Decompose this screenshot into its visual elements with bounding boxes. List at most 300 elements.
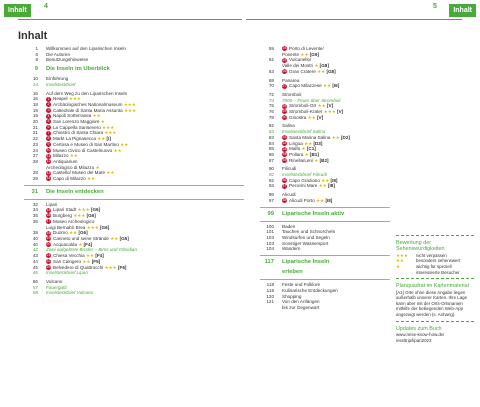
map-grid-code: [G6]: [86, 213, 96, 219]
toc-page-number: 63: [268, 68, 274, 74]
toc-entry-title: Acquacalda: [53, 241, 78, 247]
toc-page-number: 87: [268, 157, 274, 163]
toc-section-heading[interactable]: [14, 66, 244, 73]
rating-stars: ★★: [321, 177, 330, 183]
sight-number-badge: 5: [47, 119, 50, 124]
toc-page-number: 68: [268, 77, 274, 83]
toc-page-number: 28: [32, 170, 38, 176]
toc-page-number: 121: [266, 299, 274, 305]
section-divider: [24, 185, 244, 186]
sight-number-badge: 20: [46, 241, 51, 246]
toc-entry-title: Lingua: [289, 140, 303, 146]
toc-entry-title: Neapel: [53, 96, 68, 102]
toc-entry-text: [282, 69, 390, 75]
rating-stars: ★: [314, 63, 319, 69]
toc-page-number: 92: [268, 177, 274, 183]
toc-entry-title: Zwei aufgelöste Brüder – Bims und Obsidian: [46, 247, 137, 253]
toc-entry-title: Lipari: [46, 201, 58, 207]
toc-page-number: 92: [268, 172, 274, 178]
toc-entry-title: Liparische Inseln aktiv: [282, 210, 345, 217]
legend-text: nicht verpassen: [416, 252, 447, 258]
toc-page-number: 16: [32, 90, 38, 96]
toc-entry-text: [282, 198, 390, 204]
toc-entry-title: Stromboli: [282, 91, 302, 97]
toc-entry-text: [46, 66, 244, 73]
toc-entry-text: [282, 115, 390, 121]
toc-page-number: 58: [32, 290, 38, 296]
toc-entry-title: Cattedrale di Santa Maria Assunta: [53, 107, 123, 113]
rating-stars: ★★: [317, 103, 326, 109]
sight-number-badge: 19: [46, 236, 51, 241]
toc-page-number: 78: [268, 114, 274, 120]
toc-page-number: 14: [32, 81, 38, 87]
section-divider: [24, 199, 244, 200]
toc-entry-title: Chiostro di Santa Chiara: [53, 130, 104, 136]
left-header-line: [18, 19, 242, 20]
map-grid-code: [B2]: [319, 157, 329, 163]
sight-number-badge: 14: [46, 176, 51, 181]
toc-entry-title: Archäologisches Nationalmuseum: [53, 101, 123, 107]
toc-page-number: 93: [268, 183, 274, 189]
map-grid-code: [F4]: [95, 253, 104, 259]
toc-page-number: 46: [32, 270, 38, 276]
toc-entry-title: Vulcano: [46, 278, 63, 284]
toc-page-number: 103: [266, 240, 274, 246]
toc-entry-title: Auf dem Weg zu den Liparischen Inseln: [46, 90, 128, 96]
toc-entry-title: Ginostra: [289, 114, 307, 120]
sight-number-badge: 34: [282, 152, 287, 157]
toc-page-number: 24: [32, 147, 38, 153]
toc-entry-title: 7000 – Feuer über Stromboli: [282, 97, 341, 103]
rating-stars: ★★★: [68, 96, 81, 102]
toc-page-number: 75: [268, 103, 274, 109]
map-grid-code: [F4]: [83, 241, 93, 247]
sight-number-badge: 24: [282, 46, 287, 51]
toc-entry-text: [282, 259, 390, 266]
toc-entry-title: Pollara: [289, 151, 304, 157]
sight-number-badge: 29: [282, 109, 287, 114]
toc-page-number: 10: [32, 76, 38, 82]
rating-stars: ★★★: [86, 224, 99, 230]
toc-entry-title: Castello/ Museo del Mare: [53, 170, 106, 176]
rating-stars: ★: [100, 119, 105, 125]
toc-page-number: 35: [32, 213, 38, 219]
toc-entry-title: Filicudi: [282, 166, 297, 172]
map-grid-code: [V]: [317, 114, 324, 120]
toc-entry-title: Sonstiger Wassersport: [282, 240, 329, 246]
sight-number-badge: 28: [282, 103, 287, 108]
rating-stars: ★★: [86, 176, 96, 182]
sight-number-badge: 12: [46, 159, 51, 164]
rating-stars: ★★★: [104, 264, 117, 270]
toc-page-number: 83: [268, 129, 274, 135]
sight-number-badge: 17: [46, 219, 51, 224]
toc-page-number: 6: [35, 51, 38, 57]
rating-stars: ★★: [322, 83, 332, 89]
toc-entry-title: erleben: [282, 269, 303, 276]
sight-number-badge: 8: [47, 136, 50, 141]
toc-entry-title: Belvedere di Quattrocchi: [53, 264, 104, 270]
map-grid-code: [G5]: [119, 235, 129, 241]
toc-page-number: 38: [32, 230, 38, 236]
sight-number-badge: 7: [47, 130, 50, 135]
toc-page-number: 82: [268, 123, 274, 129]
toc-page-number: 59: [268, 46, 274, 51]
toc-page-number: 19: [32, 107, 38, 113]
toc-entry-title: Rinella/Leni: [289, 157, 314, 163]
toc-entry-title: Inselsteckbrief Salina: [282, 129, 326, 135]
toc-entry-title: San Calogero: [53, 258, 82, 264]
toc-left-column: [14, 46, 244, 296]
legend-updates-link[interactable]: www.reise-know-how.de/ inseltrip/lipari2023: [396, 331, 445, 343]
toc-entry-title: Shopping: [282, 293, 302, 299]
legend-plan-text: [A1] Orte ohne diese Angabe liegen außerhalb unserer Karten. Ihre Lage kann aber mit der Orts-Ortsnamen mithilfe der beiliegenden Web-App angezeigt werden (s. Anhang).: [396, 289, 468, 317]
map-grid-code: [G9]: [309, 51, 319, 57]
rating-stars: ★★: [300, 51, 309, 57]
sight-number-badge: 35: [282, 157, 287, 162]
toc-entry-title: Duomo: [53, 230, 68, 236]
toc-entry-title: Inselsteckbrief Vulcano: [46, 290, 94, 296]
sight-number-badge: 27: [282, 83, 287, 88]
sight-number-badge: 2: [47, 102, 50, 107]
legend-stars: ★★: [396, 258, 404, 264]
toc-page-number: 42: [32, 247, 38, 253]
toc-entry[interactable]: [250, 83, 390, 89]
toc-entry-title: Museo Civico di Castelnuovo: [53, 147, 113, 153]
toc-entry[interactable]: [14, 290, 244, 296]
toc-entry-title: San Lorenzo Maggiore: [53, 119, 100, 125]
toc-entry-title: Salina: [282, 123, 295, 129]
page-title: Inhalt: [18, 30, 48, 42]
toc-entry-title: Napoli Sotterranea: [53, 113, 92, 119]
toc-entry-title: Vulcanello/: [289, 57, 312, 63]
toc-entry-title: Benutzungshinweise: [46, 57, 89, 63]
toc-page-number: 104: [266, 246, 274, 252]
sight-number-badge: 3: [47, 107, 50, 112]
map-grid-code: [I8]: [325, 197, 333, 203]
map-grid-code: [F6]: [117, 264, 127, 270]
toc-entry-title: Archeologico di Milazzo: [46, 164, 95, 170]
rating-stars: ★★: [110, 235, 119, 241]
legend-updates-title: Updates zum Buch: [396, 325, 442, 332]
toc-entry-text: [46, 189, 244, 196]
toc-page-number: 62: [268, 57, 274, 63]
rating-stars: ★★★: [73, 213, 86, 219]
toc-entry-title: Canneto und seine Strände: [53, 235, 109, 241]
toc-entry-title: Baden: [282, 223, 296, 229]
toc-entry-title: Santa Marina Salina: [289, 134, 331, 140]
toc-entry-title: Panarea: [282, 77, 300, 83]
map-grid-code: [G8]: [319, 63, 329, 69]
map-grid-code: [G6]: [100, 224, 110, 230]
toc-entry-text: [46, 270, 244, 276]
toc-entry-title: Stromboli-Ort: [289, 103, 317, 109]
toc-entry-title: Einführung: [46, 76, 69, 82]
right-header-line: [246, 19, 462, 20]
toc-entry-text: [282, 211, 390, 218]
sight-number-badge: 13: [46, 170, 51, 175]
toc-section-heading[interactable]: [250, 259, 390, 266]
toc-page-number: 34: [32, 207, 38, 213]
sight-number-badge: 30: [282, 115, 287, 120]
sight-number-badge: 16: [46, 213, 51, 218]
toc-right-column: [250, 46, 390, 311]
rating-stars: ★★: [316, 197, 325, 203]
toc-page-number: 100: [266, 223, 274, 229]
rating-stars: ★★★: [124, 107, 137, 113]
toc-entry-text: [46, 57, 244, 63]
sight-number-badge: 31: [282, 135, 287, 140]
toc-entry-title: Valle dei Mostri: [282, 63, 314, 69]
rating-stars: ★★: [106, 170, 115, 176]
legend-rating-title: Bewertung der Sehenswürdigkeiten: [396, 240, 445, 253]
map-grid-code: [C1]: [306, 146, 316, 152]
rating-stars: ★★: [317, 68, 326, 74]
rating-stars: ★★: [69, 230, 78, 236]
toc-section-heading[interactable]: [250, 269, 390, 276]
legend-item: [396, 264, 474, 275]
sight-number-badge: 33: [282, 146, 287, 151]
rating-stars: ★★: [307, 114, 316, 120]
toc-entry-title: Chiesa Vecchia: [53, 253, 85, 259]
toc-entry-title: Milazzo: [53, 153, 69, 159]
map-grid-code: [D3]: [313, 140, 323, 146]
toc-page-number: 74: [268, 97, 274, 103]
toc-entry-title: Ponente: [282, 51, 300, 57]
toc-entry-title: Capo Milazzese: [289, 83, 322, 89]
rating-stars: ★★★: [102, 124, 115, 130]
toc-entry-title: Wandern: [282, 246, 301, 252]
toc-page-number: 8: [35, 57, 38, 63]
rating-stars: ★★★: [104, 130, 117, 136]
toc-page-number: 21: [32, 130, 38, 136]
map-grid-code: [B1]: [309, 151, 319, 157]
map-grid-code: [F5]: [91, 258, 101, 264]
toc-page-number: 83: [268, 134, 274, 140]
page-header: [0, 0, 480, 20]
toc-page-number: 43: [32, 253, 38, 259]
rating-stars: ★: [301, 146, 306, 152]
toc-entry-title: Gran Cratere: [289, 68, 316, 74]
toc-entry-title: Die Inseln im Überblick: [46, 66, 110, 73]
toc-page-number: 9: [34, 66, 38, 73]
toc-entry-title: Kulinarische Entdeckungen: [282, 287, 338, 293]
rating-stars: ★★: [120, 141, 129, 147]
toc-entry-title: Capo Graziano: [289, 177, 320, 183]
sight-number-badge: 21: [46, 253, 51, 258]
left-page-number: 4: [44, 3, 48, 10]
toc-entry-title: Burgberg: [53, 213, 72, 219]
toc-page-number: 28: [32, 158, 38, 164]
toc-entry[interactable]: [250, 246, 390, 252]
sight-number-badge: 18: [46, 230, 51, 235]
rating-stars: ★★★: [323, 109, 336, 115]
toc-page-number: 72: [268, 91, 274, 97]
sight-number-badge: 4: [47, 113, 50, 118]
toc-page-number: 70: [268, 83, 274, 89]
legend-text: wichtig für speziell interessierte Besucher: [416, 264, 460, 275]
toc-page-number: 20: [32, 119, 38, 125]
sight-number-badge: 36: [282, 178, 287, 183]
legend-box: [396, 232, 474, 343]
toc-entry-title: Die Inseln entdecken: [46, 188, 104, 195]
toc-page-number: 45: [32, 264, 38, 270]
toc-entry-title: Stromboli-Krater: [289, 109, 323, 115]
toc-page-number: 85: [268, 146, 274, 152]
section-divider: [260, 207, 390, 208]
toc-entry-title: Die Autoren: [46, 51, 71, 57]
toc-entry-title: Museo Archeologico: [53, 218, 95, 224]
toc-entry[interactable]: [14, 57, 244, 63]
map-grid-code: [I8]: [330, 177, 338, 183]
toc-entry-title: Inselsteckbrief Filicudi: [282, 172, 327, 178]
sight-number-badge: 25: [282, 57, 287, 62]
rating-stars: ★: [314, 157, 319, 163]
sight-number-badge: 23: [46, 264, 51, 269]
toc-entry[interactable]: [14, 176, 244, 182]
right-page-number: 5: [433, 3, 437, 10]
rating-stars: ★: [78, 241, 83, 247]
toc-page-number: 101: [266, 229, 274, 235]
sight-number-badge: 6: [47, 125, 50, 130]
legend-stars: ★: [396, 264, 400, 269]
toc-page-number: 86: [268, 151, 274, 157]
toc-page-number: 23: [32, 141, 38, 147]
toc-page-number: 40: [32, 241, 38, 247]
legend-top-rule: [396, 235, 474, 236]
sight-number-badge: 22: [46, 259, 51, 264]
sight-number-badge: 1: [47, 96, 50, 101]
toc-page-number: 44: [32, 258, 38, 264]
legend-stars: ★★★: [396, 252, 408, 258]
toc-page-number: 1: [35, 46, 38, 51]
toc-page-number: 103: [266, 234, 274, 240]
toc-entry-title: Porto di Levente/: [289, 46, 324, 51]
toc-entry-title: Markt La Pignasecca: [53, 136, 96, 142]
toc-entry-title: Inselsteckbrief: [46, 81, 76, 87]
toc-entry[interactable]: [250, 183, 390, 189]
toc-entry[interactable]: [250, 305, 390, 311]
toc-page-number: 96: [268, 192, 274, 198]
toc-entry-text: [46, 290, 244, 296]
rating-stars: ★★: [82, 258, 91, 264]
toc-entry-title: Windsurfen und Segeln: [282, 234, 330, 240]
sight-number-badge: 37: [282, 183, 287, 188]
toc-page-number: 31: [31, 188, 38, 195]
section-divider: [260, 255, 390, 256]
sight-number-badge: 26: [282, 69, 287, 74]
toc-page-number: 19: [32, 113, 38, 119]
legend-plan-title: Planquadrat im Kartenmaterial: [396, 283, 469, 290]
toc-entry-title: Liparische Inseln: [282, 259, 330, 266]
toc-page-number: 36: [32, 218, 38, 224]
toc-page-number: 84: [268, 140, 274, 146]
toc-entry[interactable]: [14, 82, 244, 88]
toc-entry-text: [282, 158, 390, 164]
toc-entry-text: [46, 176, 244, 182]
toc-page-number: 40: [32, 235, 38, 241]
toc-page-number: 27: [32, 153, 38, 159]
map-grid-code: [I8]: [327, 183, 335, 189]
rating-stars: ★★: [97, 136, 106, 142]
toc-page-number: 16: [32, 96, 38, 102]
legend-text: besonders sehenswert: [416, 258, 461, 264]
toc-entry-title: Antiquarium: [53, 158, 78, 164]
toc-entry-title: Von den Anfängen: [282, 299, 320, 305]
section-divider: [260, 221, 390, 222]
toc-entry-title: Lipari Stadt: [53, 207, 77, 213]
toc-section-heading[interactable]: [14, 189, 244, 196]
section-divider: [260, 279, 390, 280]
toc-page-number: 57: [32, 284, 38, 290]
toc-entry-title: Feste und Folklore: [282, 282, 321, 288]
toc-entry[interactable]: [250, 158, 390, 164]
sight-number-badge: 38: [282, 198, 287, 203]
toc-entry[interactable]: [250, 69, 390, 75]
toc-page-number: 118: [266, 287, 274, 293]
map-grid-code: [V]: [337, 109, 344, 115]
rating-stars: ★★: [92, 113, 101, 119]
rating-stars: ★★: [85, 253, 95, 259]
toc-page-number: 97: [268, 197, 274, 203]
toc-entry-title: Capo di Milazzo: [53, 176, 86, 182]
rating-stars: ★★: [331, 134, 340, 140]
toc-entry-title: Willkommen auf den Liparischen Inseln: [46, 46, 126, 51]
toc-entry-title: La Cappella Sansevero: [53, 124, 101, 130]
sight-number-badge: 11: [46, 153, 51, 158]
toc-page-number: 21: [32, 124, 38, 130]
toc-entry-text: [282, 246, 390, 252]
toc-section-heading[interactable]: [250, 211, 390, 218]
toc-page-number: 56: [32, 278, 38, 284]
toc-entry-text: [282, 183, 390, 189]
right-section-tab: Inhalt: [449, 4, 476, 17]
toc-page-number: 32: [32, 201, 38, 207]
toc-entry-title: bis zur Gegenwart: [282, 304, 320, 310]
toc-page-number: 90: [268, 166, 274, 172]
toc-page-number: 76: [268, 109, 274, 115]
toc-entry-title: Inselsteckbrief Lipari: [46, 270, 88, 276]
map-grid-code: [G6]: [90, 207, 101, 213]
rating-stars: ★★★: [77, 207, 90, 213]
toc-entry-title: Fauergatti: [46, 284, 67, 290]
toc-entry-title: Alicudi Porto: [289, 197, 315, 203]
toc-page-number: 120: [266, 293, 274, 299]
toc-page-number: 117: [264, 259, 274, 266]
map-grid-code: [I6]: [332, 83, 340, 89]
map-grid-code: [V]: [326, 103, 334, 109]
toc-entry-title: Luigi Bernabò Brea: [46, 224, 86, 230]
rating-stars: ★: [95, 164, 100, 170]
map-grid-code: [G8]: [326, 68, 336, 74]
map-grid-code: [G6]: [78, 230, 88, 236]
toc-entry[interactable]: [250, 115, 390, 121]
rating-stars: ★★: [113, 147, 122, 153]
toc-entry-text: [46, 82, 244, 88]
toc-entry[interactable]: [14, 270, 244, 276]
toc-entry-text: [282, 305, 390, 311]
toc-entry-title: Tauchen und Schnorcheln: [282, 229, 336, 235]
toc-page-number: 22: [32, 136, 38, 142]
toc-entry[interactable]: [250, 198, 390, 204]
rating-stars: ★★★: [123, 101, 136, 107]
rating-stars: ★★: [318, 183, 327, 189]
toc-entry-title: Certosa e Museo di San Martino: [53, 141, 119, 147]
toc-page-number: 29: [32, 176, 38, 182]
sight-number-badge: 10: [46, 147, 51, 152]
toc-entry-title: Alicudi: [282, 192, 296, 198]
sight-number-badge: 15: [46, 207, 51, 212]
